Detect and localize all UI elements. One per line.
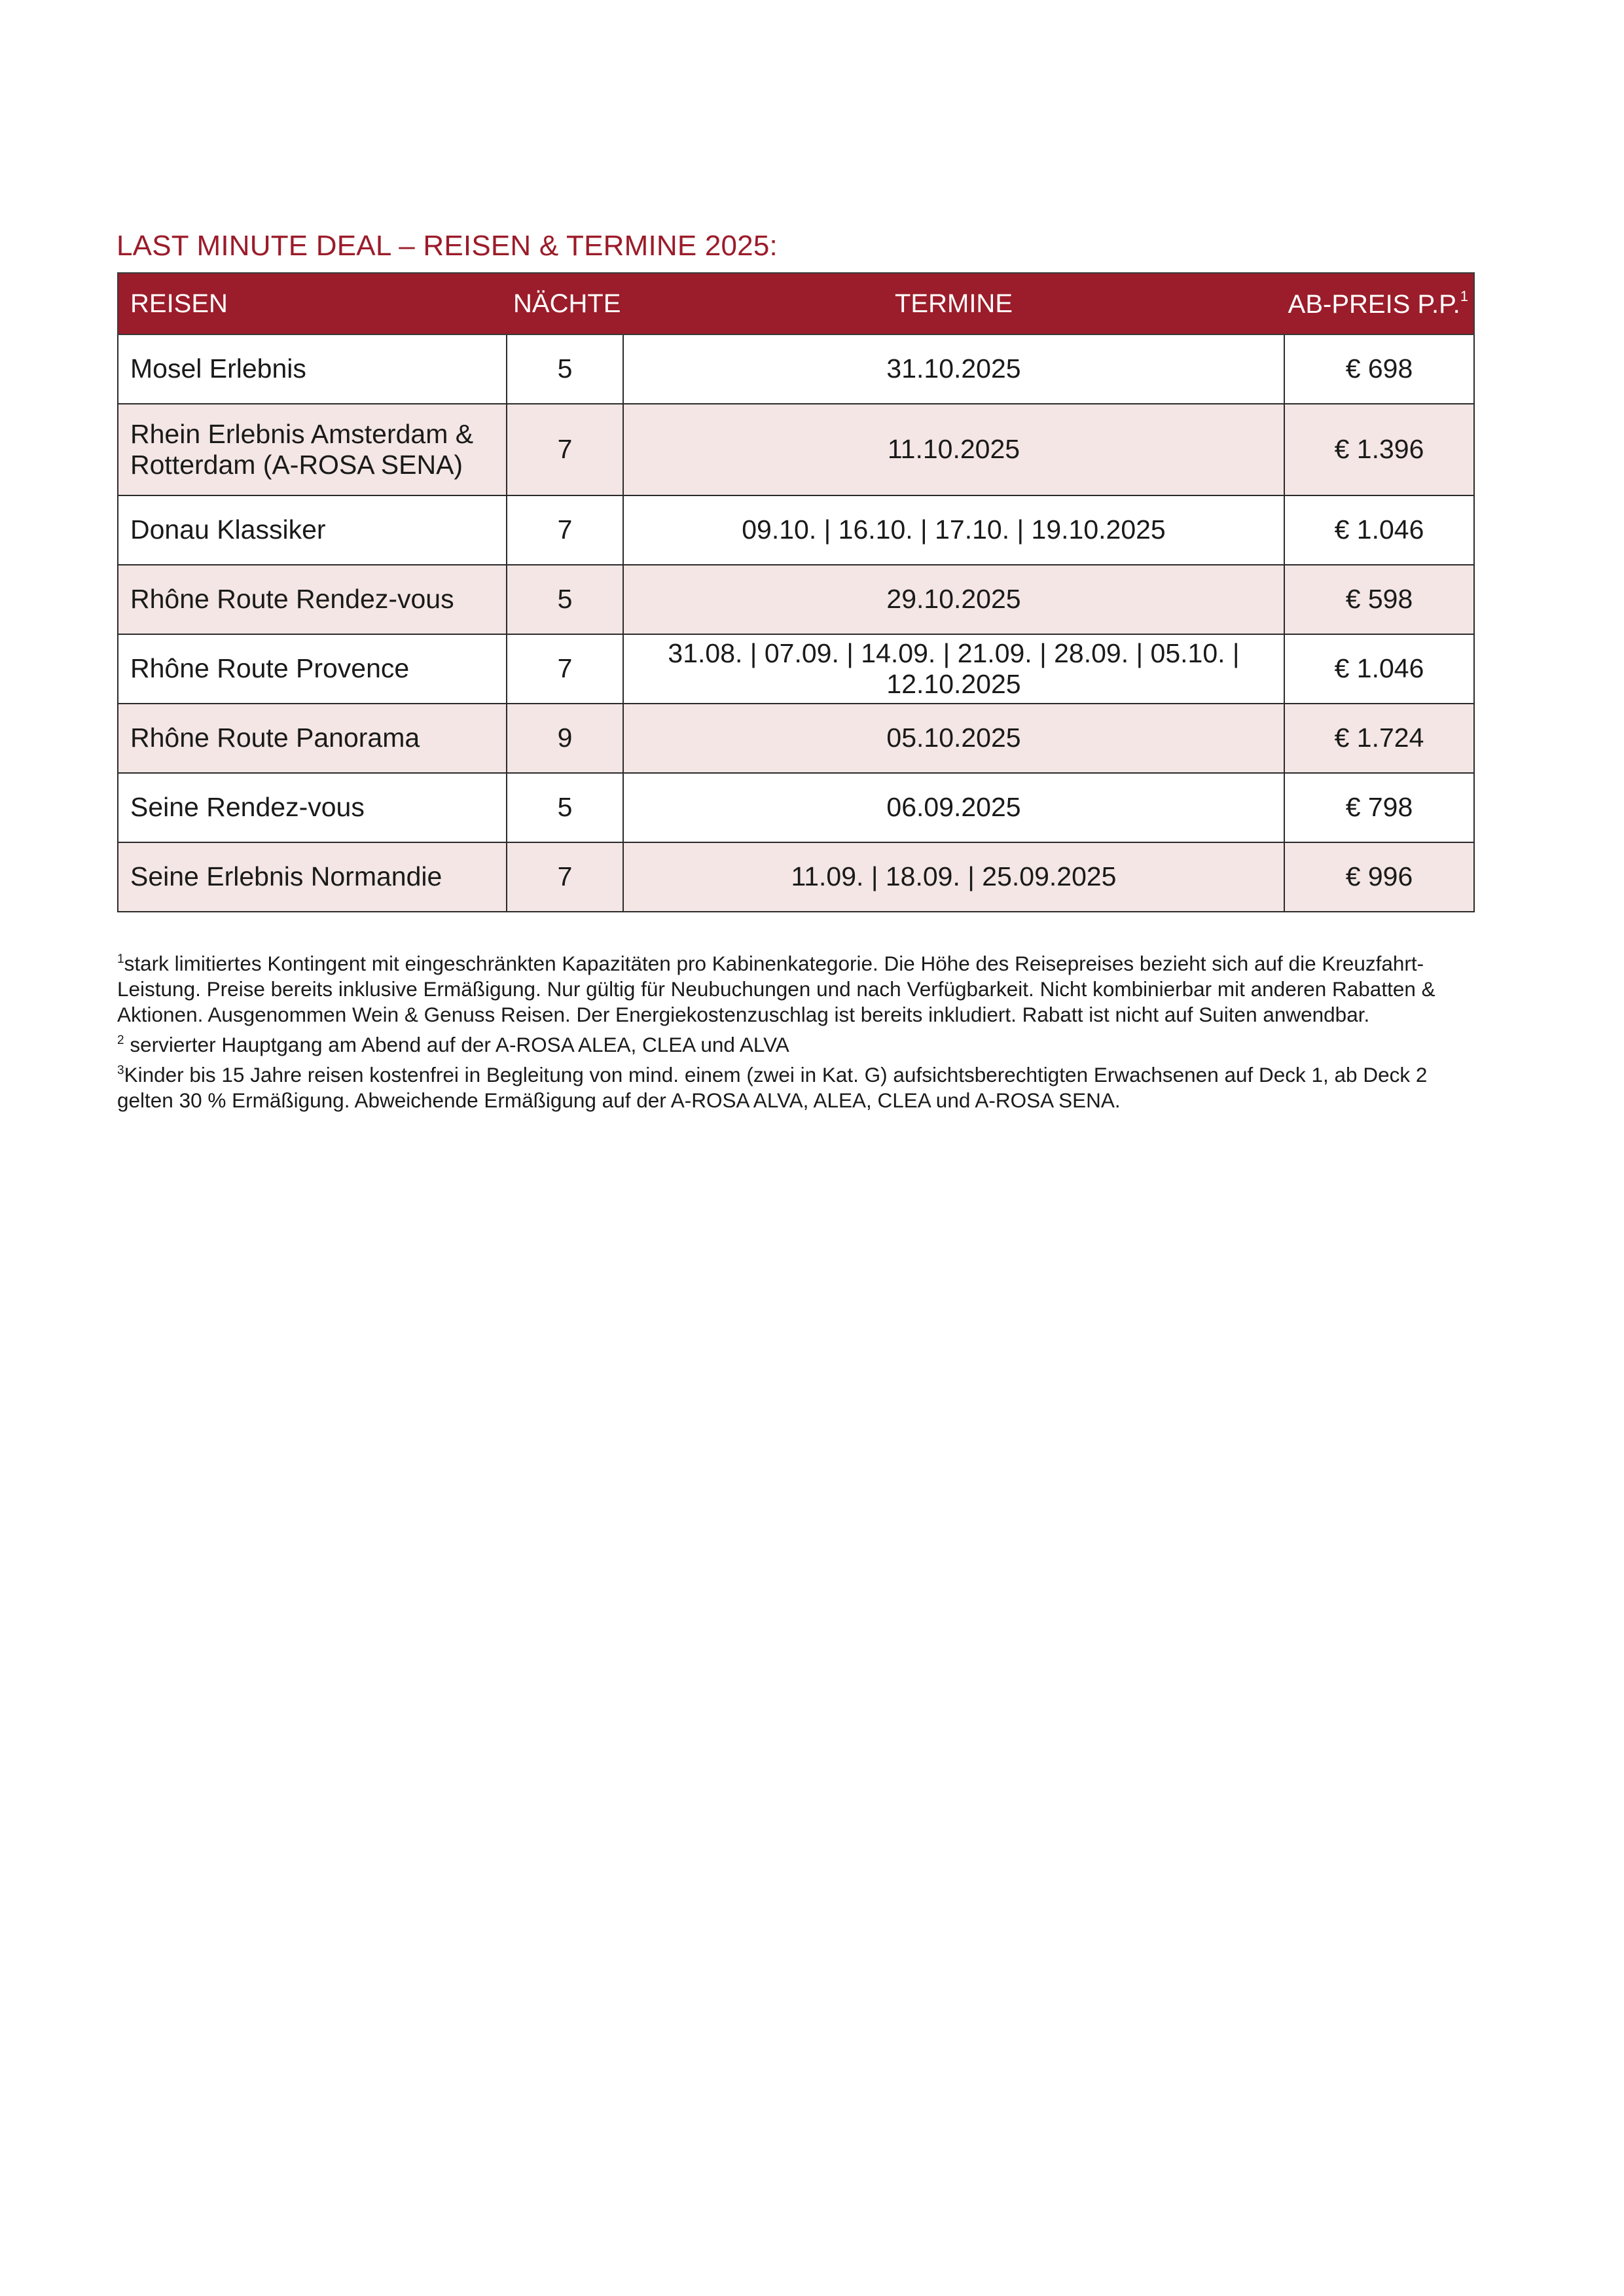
cell-preis: € 598 xyxy=(1284,565,1474,634)
footnote-1 xyxy=(117,946,1485,1028)
cell-preis: € 1.046 xyxy=(1284,495,1474,565)
cell-termine: 06.09.2025 xyxy=(623,773,1284,842)
cell-termine: 31.10.2025 xyxy=(623,334,1284,404)
cell-termine: 11.09. | 18.09. | 25.09.2025 xyxy=(623,842,1284,912)
header-preis xyxy=(1284,273,1474,334)
cell-reise: Rhône Route Provence xyxy=(118,634,507,704)
cell-preis: € 1.724 xyxy=(1284,704,1474,773)
header-naechte: NÄCHTE xyxy=(507,273,623,334)
cell-preis: € 1.396 xyxy=(1284,404,1474,495)
deals-table xyxy=(117,272,1475,912)
header-reisen: REISEN xyxy=(118,273,507,334)
table-row xyxy=(118,842,1474,912)
footnote-marker: 2 xyxy=(117,1033,124,1047)
cell-naechte: 7 xyxy=(507,404,623,495)
cell-reise: Rhône Route Rendez-vous xyxy=(118,565,507,634)
table-row xyxy=(118,404,1474,495)
cell-naechte: 5 xyxy=(507,565,623,634)
footnote-text: Kinder bis 15 Jahre reisen kostenfrei in Begleitung von mind. einem (zwei in Kat. G) aufsichtsberechtigten Erwachsenen auf Deck 1, ab Deck 2 gelten 30 % Ermäßigung. Abweichende Ermäßigung auf der A-ROSA ALVA, ALEA, CLEA und A-ROSA SENA. xyxy=(117,1063,1428,1112)
cell-reise: Rhein Erlebnis Amsterdam & Rotterdam (A-ROSA SENA) xyxy=(118,404,507,495)
footnote-marker: 1 xyxy=(117,952,124,966)
cell-naechte: 5 xyxy=(507,334,623,404)
table-row xyxy=(118,334,1474,404)
cell-preis: € 996 xyxy=(1284,842,1474,912)
table-row xyxy=(118,565,1474,634)
cell-termine: 09.10. | 16.10. | 17.10. | 19.10.2025 xyxy=(623,495,1284,565)
header-termine: TERMINE xyxy=(623,273,1284,334)
footnote-3 xyxy=(117,1058,1485,1113)
cell-reise: Donau Klassiker xyxy=(118,495,507,565)
cell-naechte: 9 xyxy=(507,704,623,773)
footnote-marker: 3 xyxy=(117,1064,124,1077)
cell-termine: 05.10.2025 xyxy=(623,704,1284,773)
cell-naechte: 5 xyxy=(507,773,623,842)
cell-preis: € 698 xyxy=(1284,334,1474,404)
table-row xyxy=(118,773,1474,842)
page-title: LAST MINUTE DEAL – REISEN & TERMINE 2025: xyxy=(117,230,778,262)
table-row xyxy=(118,495,1474,565)
header-preis-label: AB-PREIS P.P. xyxy=(1288,290,1460,319)
cell-termine: 29.10.2025 xyxy=(623,565,1284,634)
cell-reise: Rhône Route Panorama xyxy=(118,704,507,773)
cell-termine: 11.10.2025 xyxy=(623,404,1284,495)
table-header-row xyxy=(118,273,1474,334)
cell-reise: Mosel Erlebnis xyxy=(118,334,507,404)
cell-reise: Seine Rendez-vous xyxy=(118,773,507,842)
header-preis-footnote-marker: 1 xyxy=(1460,288,1468,304)
table-row xyxy=(118,634,1474,704)
footnote-2 xyxy=(117,1028,1485,1058)
cell-naechte: 7 xyxy=(507,495,623,565)
cell-naechte: 7 xyxy=(507,634,623,704)
table-row xyxy=(118,704,1474,773)
footnote-text: servierter Hauptgang am Abend auf der A-ROSA ALEA, CLEA und ALVA xyxy=(124,1033,789,1056)
cell-naechte: 7 xyxy=(507,842,623,912)
cell-termine: 31.08. | 07.09. | 14.09. | 21.09. | 28.09. | 05.10. | 12.10.2025 xyxy=(623,634,1284,704)
cell-preis: € 1.046 xyxy=(1284,634,1474,704)
footnotes xyxy=(117,946,1485,1113)
cell-reise: Seine Erlebnis Normandie xyxy=(118,842,507,912)
footnote-text: stark limitiertes Kontingent mit eingeschränkten Kapazitäten pro Kabinenkategorie. Die Höhe des Reisepreises bezieht sich auf die Kreuzfahrt-Leistung. Preise bereits inklusive Ermäßigung. Nur gültig für Neubuchungen und nach Verfügbarkeit. Nicht kombinierbar mit anderen Rabatten & Aktionen. Ausgenommen Wein & Genuss Reisen. Der Energiekostenzuschlag ist bereits inkludiert. Rabatt ist nicht auf Suiten anwendbar. xyxy=(117,952,1435,1026)
cell-preis: € 798 xyxy=(1284,773,1474,842)
